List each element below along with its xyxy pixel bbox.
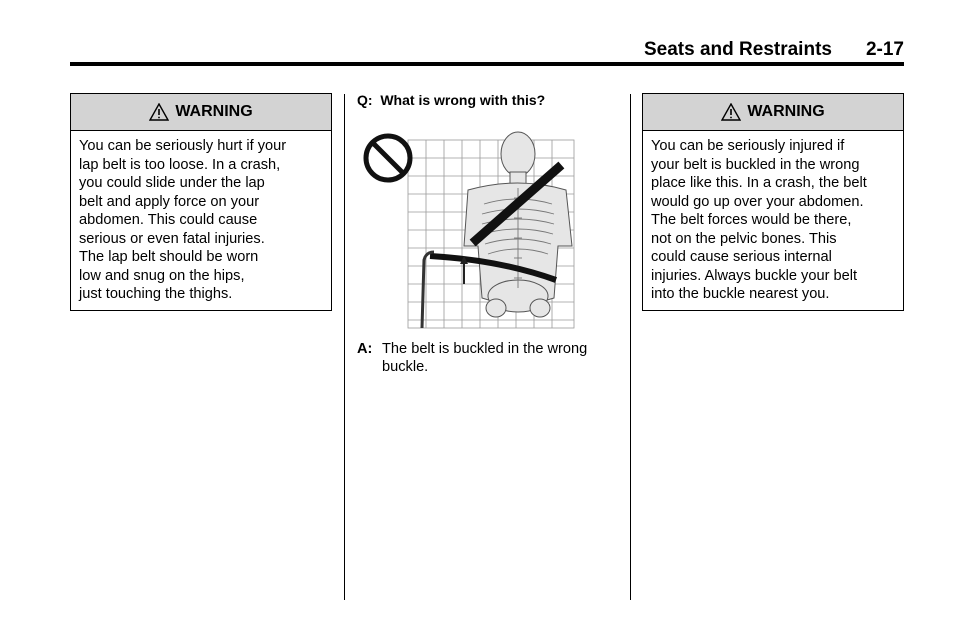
right-warning-line: could cause serious internal	[651, 249, 832, 265]
right-warning-box	[642, 93, 904, 311]
left-warning-heading: WARNING	[175, 103, 253, 120]
right-warning-header	[643, 94, 903, 131]
left-warning-line: abdomen. This could cause	[79, 212, 258, 228]
left-warning-line: belt and apply force on your	[79, 193, 260, 210]
warning-icon	[721, 103, 741, 121]
header-rule	[70, 62, 904, 66]
left-warning-line: You can be seriously hurt if your	[79, 138, 287, 154]
right-warning-line: into the buckle nearest you.	[651, 286, 830, 302]
left-warning-line: serious or even fatal injuries.	[79, 230, 265, 247]
answer-text: The belt is buckled in the wrong buckle.	[382, 341, 588, 375]
left-warning-box	[70, 93, 332, 311]
section-title: Seats and Restraints	[644, 39, 832, 60]
question-text: What is wrong with this?	[380, 92, 546, 108]
answer-label: A:	[357, 341, 373, 357]
page-header	[70, 38, 904, 62]
right-warning-line: You can be seriously injured if	[651, 138, 845, 154]
left-warning-line: you could slide under the lap	[79, 175, 265, 191]
column-divider-left	[344, 94, 345, 600]
right-warning-line: The belt forces would be there,	[651, 212, 852, 228]
right-warning-line: not on the pelvic bones. This	[651, 230, 837, 247]
question-label: Q:	[357, 92, 373, 108]
page-number: 2-17	[865, 39, 904, 60]
right-warning-line: place like this. In a crash, the belt	[651, 175, 867, 191]
warning-icon	[149, 103, 169, 121]
left-warning-line: just touching the thighs.	[79, 286, 233, 302]
left-warning-header	[71, 94, 331, 131]
seatbelt-figure	[360, 128, 580, 333]
prohibition-icon	[366, 136, 410, 180]
column-divider-right	[630, 94, 631, 600]
answer	[357, 340, 617, 376]
right-warning-line: injuries. Always buckle your belt	[651, 267, 858, 284]
right-warning-line: your belt is buckled in the wrong	[651, 156, 860, 173]
left-warning-line: lap belt is too loose. In a crash,	[79, 156, 281, 173]
right-warning-heading: WARNING	[747, 103, 825, 120]
left-warning-line: low and snug on the hips,	[79, 267, 245, 284]
right-warning-body	[643, 131, 903, 310]
left-warning-body	[71, 131, 331, 310]
right-warning-line: would go up over your abdomen.	[651, 193, 864, 210]
question	[357, 92, 545, 108]
left-warning-line: The lap belt should be worn	[79, 249, 259, 265]
